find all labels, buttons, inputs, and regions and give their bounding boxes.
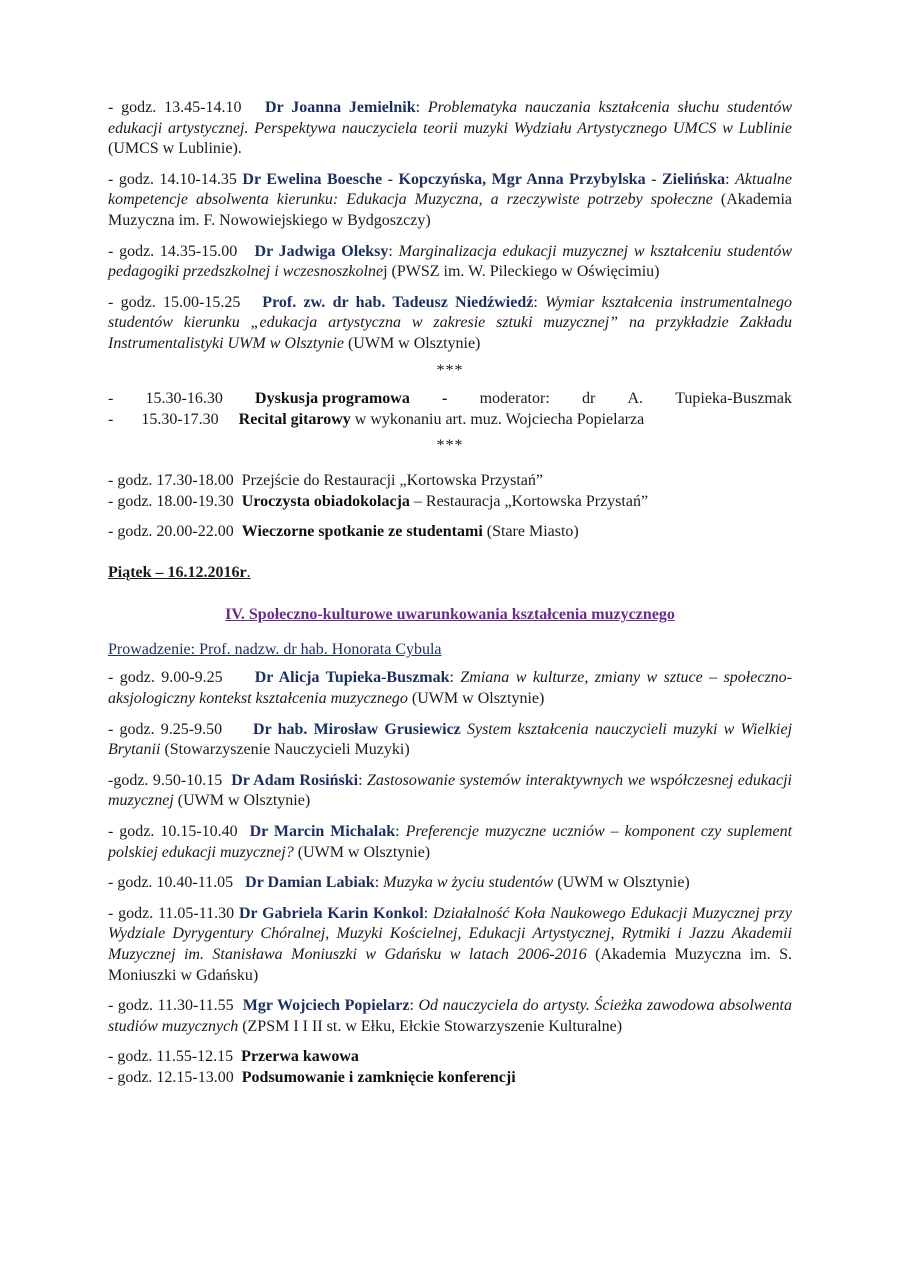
talk-speaker: Dr hab. Mirosław Grusiewicz <box>253 720 461 738</box>
talk-separator: : <box>409 997 419 1015</box>
talk-time: - godz. 13.45-14.10 <box>108 99 242 116</box>
talk-title: Wymiar kształcenia instrumentalnego studentów kierunku „edukacja artystyczna w zakresie sztuki muzycznej” na przykładzie Zakładu Instrumentalistyki UWM w Olsztynie <box>108 293 792 352</box>
talk-speaker: Dr Gabriela Karin Konkol <box>238 904 424 922</box>
talk-affiliation: j (PWSZ im. W. Pileckiego w Oświęcimiu) <box>383 263 660 281</box>
section-title: IV. Społeczno-kulturowe uwarunkowania kształcenia muzycznego <box>225 606 675 624</box>
talk-entry <box>108 904 792 986</box>
discussion-moderator-initial: A. <box>627 390 644 408</box>
talk-separator: : <box>423 904 433 922</box>
closing-label: Przerwa kawowa <box>241 1048 359 1066</box>
talk-separator: : <box>358 771 368 789</box>
discussion-dash: - <box>108 390 114 408</box>
talk-separator: : <box>449 669 461 687</box>
day-heading <box>108 563 792 584</box>
talk-time: - godz. 9.25-9.50 <box>108 720 223 738</box>
talk-time: - godz. 14.35-15.00 <box>108 242 238 260</box>
closing-item <box>108 1047 792 1068</box>
talk-title: Zastosowanie systemów interaktywnych we współczesnej edukacji muzycznej <box>108 771 792 810</box>
students-meeting-bold: Wieczorne spotkanie ze studentami <box>241 523 483 541</box>
section-separator: *** <box>436 437 464 455</box>
talk-time: - godz. 10.40-11.05 <box>108 874 234 892</box>
talk-speaker: Dr Marcin Michalak <box>249 823 396 841</box>
closing-time: - godz. 12.15-13.00 <box>108 1068 234 1086</box>
talk-entry <box>108 170 792 232</box>
talk-entry <box>108 720 792 761</box>
talk-separator: : <box>533 293 546 311</box>
talk-title: Muzyka w życiu studentów <box>383 874 554 892</box>
talk-time: - godz. 11.30-11.55 <box>108 997 234 1015</box>
talk-time: -godz. 9.50-10.15 <box>108 771 223 789</box>
closing-time: - godz. 11.55-12.15 <box>108 1048 234 1066</box>
students-meeting-text: (Stare Miasto) <box>482 523 579 541</box>
recital-label: Recital gitarowy <box>238 410 351 428</box>
talk-title: Problematyka nauczania kształcenia słuchu studentów edukacji artystycznej. Perspektywa nauczyciela teorii muzyki Wydziału Artystycznego UMCS w Lublinie <box>108 99 793 137</box>
talk-affiliation: (UWM w Olsztynie) <box>343 334 481 352</box>
discussion-moderator-title: dr <box>581 390 596 408</box>
discussion-time: 15.30-16.30 <box>145 390 223 408</box>
evening-time: - godz. 17.30-18.00 <box>108 471 234 489</box>
day-heading-dot: . <box>246 563 251 581</box>
talk-entry <box>108 668 792 709</box>
evening-item <box>108 492 792 513</box>
talk-affiliation: (UMCS w Lublinie). <box>108 140 242 158</box>
talk-entry <box>108 242 792 283</box>
talk-time: - godz. 10.15-10.40 <box>108 823 238 841</box>
recital-line <box>108 410 792 431</box>
talk-entry <box>108 98 792 160</box>
closing-item <box>108 1068 792 1089</box>
session-chair: Prowadzenie: Prof. nadzw. dr hab. Honorata Cybula <box>108 640 442 658</box>
students-meeting <box>108 522 792 543</box>
evening-bold: Uroczysta obiadokolacja <box>241 492 410 510</box>
talk-separator: : <box>415 99 428 116</box>
talk-affiliation: (UWM w Olsztynie) <box>293 843 431 861</box>
discussion-moderator-word: moderator: <box>479 390 550 408</box>
talk-separator: : <box>374 874 384 892</box>
talk-title: System kształcenia nauczycieli muzyki w Wielkiej Brytanii <box>108 720 793 759</box>
talk-entry <box>108 822 792 863</box>
talk-affiliation: (Stowarzyszenie Nauczycieli Muzyki) <box>160 741 410 759</box>
discussion-separator: - <box>442 390 448 408</box>
talk-affiliation: (ZPSM I I II st. w Ełku, Ełckie Stowarzyszenie Kulturalne) <box>238 1017 623 1035</box>
talk-affiliation: (Akademia Muzyczna im. S. Moniuszki w Gdańsku) <box>108 946 793 984</box>
talk-title: Marginalizacja edukacji muzycznej w kształceniu studentów pedagogiki przedszkolnej i wczesnoszkolne <box>108 242 793 281</box>
discussion-label: Dyskusja programowa <box>255 390 410 408</box>
talk-entry <box>108 293 792 355</box>
talk-separator: : <box>725 170 736 188</box>
talk-time: - godz. 9.00-9.25 <box>108 669 223 687</box>
talk-title: Zmiana w kulturze, zmiany w sztuce – społeczno-aksjologiczny kontekst kształcenia muzycznego <box>108 669 793 708</box>
talk-speaker: Mgr Wojciech Popielarz <box>242 997 410 1015</box>
talk-affiliation: (UWM w Olsztynie) <box>407 690 545 708</box>
recital-dash: - <box>108 410 114 428</box>
talk-title: Aktualne kompetencje absolwenta kierunku: Edukacja Muzyczna, a rzeczywiste potrzeby społeczne <box>108 170 793 209</box>
talk-speaker: Dr Jadwiga Oleksy <box>254 242 389 260</box>
recital-time: 15.30-17.30 <box>141 410 219 428</box>
talk-speaker: Dr Damian Labiak <box>245 874 375 892</box>
talk-time: - godz. 11.05-11.30 <box>108 904 235 922</box>
talk-affiliation: (Akademia Muzyczna im. F. Nowowiejskiego w Bydgoszczy) <box>108 191 793 229</box>
closing-label: Podsumowanie i zamknięcie konferencji <box>241 1068 516 1086</box>
talk-speaker: Dr Alicja Tupieka-Buszmak <box>254 669 450 687</box>
talk-speaker: Dr Ewelina Boesche - Kopczyńska, Mgr Anna Przybylska - Zielińska <box>242 170 726 188</box>
day-heading-text: Piątek – 16.12.2016r <box>108 563 247 581</box>
evening-time: - godz. 18.00-19.30 <box>108 492 234 510</box>
talk-entry <box>108 873 792 894</box>
section-separator: *** <box>436 361 464 379</box>
talk-entry <box>108 996 792 1037</box>
evening-item <box>108 471 792 492</box>
evening-text: – Restauracja „Kortowska Przystań” <box>409 492 649 510</box>
talk-affiliation: (UWM w Olsztynie) <box>173 792 311 810</box>
talk-time: - godz. 15.00-15.25 <box>108 293 241 311</box>
discussion-line <box>108 389 792 410</box>
evening-text: Przejście do Restauracji „Kortowska Przystań” <box>241 471 543 489</box>
talk-separator: : <box>395 823 406 841</box>
discussion-moderator-name: Tupieka-Buszmak <box>675 390 792 408</box>
talk-title: Od nauczyciela do artysty. Ścieżka zawodowa absolwenta studiów muzycznych <box>108 997 792 1035</box>
talk-affiliation: (UWM w Olsztynie) <box>553 874 690 892</box>
talk-title: Preferencje muzyczne uczniów – komponent czy suplement polskiej edukacji muzycznej? <box>108 823 793 861</box>
talk-speaker: Dr Joanna Jemielnik <box>265 99 416 116</box>
talk-speaker: Prof. zw. dr hab. Tadeusz Niedźwiedź <box>262 293 534 311</box>
talk-time: - godz. 14.10-14.35 <box>108 170 237 188</box>
talk-entry <box>108 771 792 812</box>
document-page <box>108 98 792 1089</box>
students-meeting-time: - godz. 20.00-22.00 <box>108 523 234 541</box>
talk-speaker: Dr Adam Rosiński <box>231 771 359 789</box>
talk-separator: : <box>388 242 399 260</box>
recital-text: w wykonaniu art. muz. Wojciecha Popielarza <box>350 410 645 428</box>
talk-title: Działalność Koła Naukowego Edukacji Muzycznej przy Wydziale Dyrygentury Chóralnej, Muzyki Kościelnej, Edukacji Artystycznej, Rytmiki i Jazzu Akademii Muzycznej im. Stanisława Moniuszki w Gdańsku w latach 2006-2016 <box>108 904 792 963</box>
